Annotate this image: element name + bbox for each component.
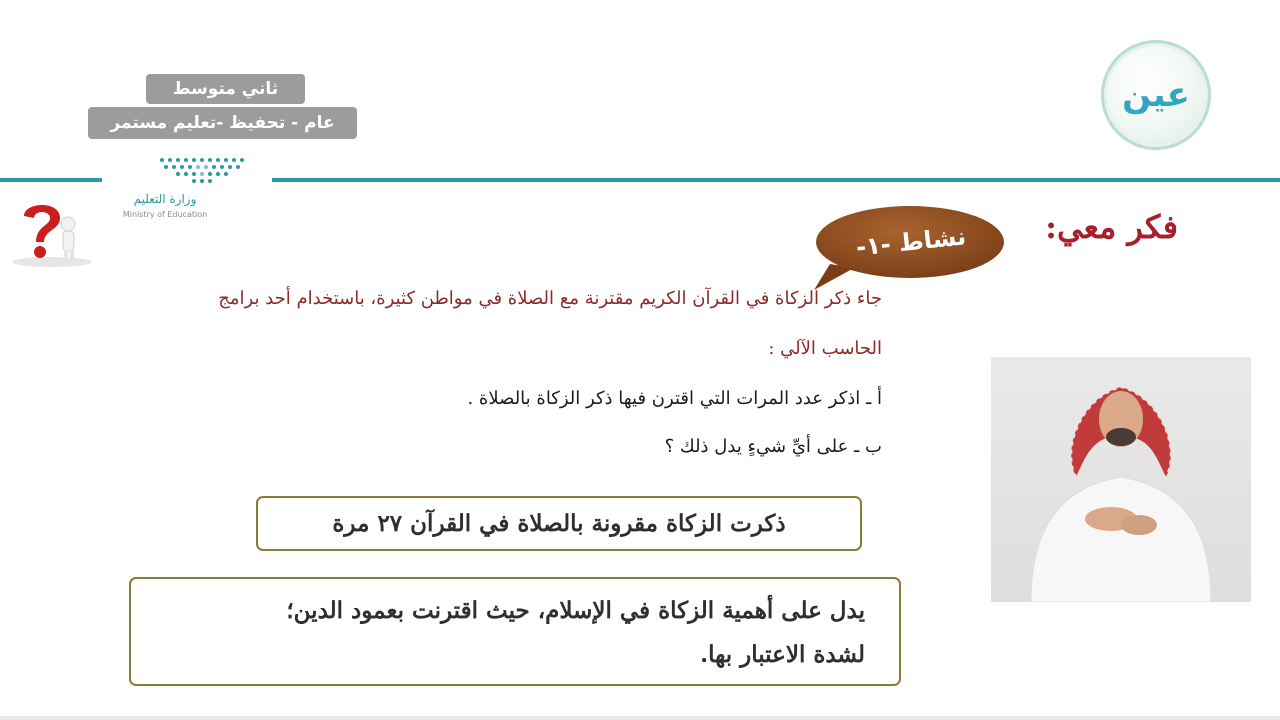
question-line-1: جاء ذكر الزكاة في القرآن الكريم مقترنة مع الصلاة في مواطن كثيرة، باستخدام أحد برامج	[218, 288, 882, 309]
ministry-name-en: Ministry of Education	[122, 210, 208, 219]
header-divider-left	[0, 178, 102, 182]
activity-bubble	[810, 202, 1006, 294]
activity-label: نشاط -١-	[854, 222, 968, 262]
presenter-video	[991, 357, 1251, 602]
section-title: فكر معي:	[1045, 208, 1178, 246]
answer-b-line-2: لشدة الاعتبار بها.	[700, 641, 865, 668]
question-mark-figure-icon	[10, 198, 94, 268]
presenter-figure-icon	[991, 357, 1251, 602]
question-line-2: الحاسب الآلي :	[768, 338, 882, 359]
question-b: ب ـ على أيِّ شيءٍ يدل ذلك ؟	[664, 436, 882, 457]
question-a: أ ـ اذكر عدد المرات التي اقترن فيها ذكر الزكاة بالصلاة .	[467, 388, 882, 409]
channel-logo: عين	[1107, 46, 1205, 144]
answer-a-text: ذكرت الزكاة مقرونة بالصلاة في القرآن ٢٧ مرة	[332, 510, 786, 537]
grade-badge: ثاني متوسط	[146, 74, 305, 104]
track-badge: عام - تحفيظ -تعليم مستمر	[88, 107, 357, 139]
ministry-emblem-icon	[156, 154, 248, 188]
ministry-name-ar: وزارة التعليم	[133, 192, 197, 206]
answer-a-box	[256, 496, 862, 551]
header-divider-right	[272, 178, 1280, 182]
answer-b-line-1: يدل على أهمية الزكاة في الإسلام، حيث اقترنت بعمود الدين؛	[286, 597, 865, 624]
ministry-logo	[104, 152, 272, 226]
bottom-edge	[0, 716, 1280, 720]
answer-b-box	[129, 577, 901, 686]
